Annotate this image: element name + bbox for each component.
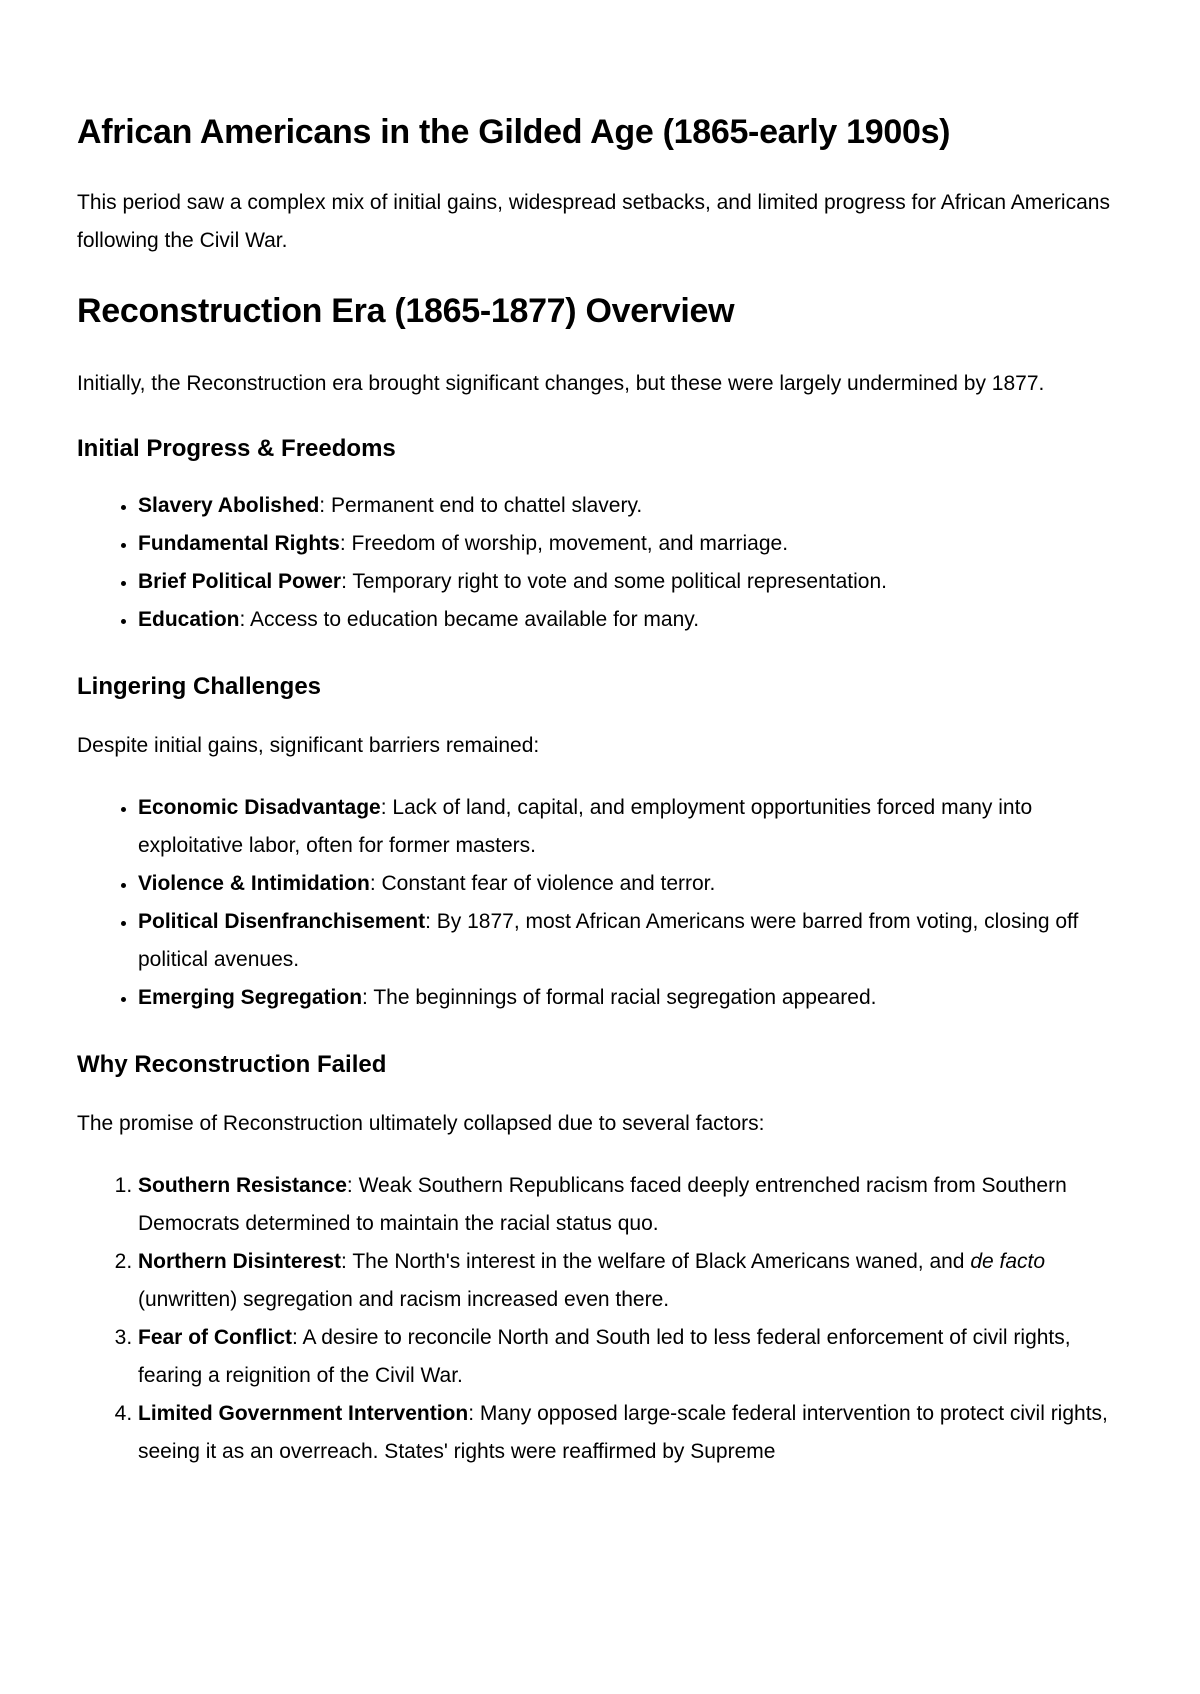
- item-text: : Freedom of worship, movement, and marriage.: [339, 532, 789, 555]
- list-item: [138, 979, 1137, 1017]
- item-term: Fundamental Rights: [138, 532, 340, 555]
- list-item: [138, 1319, 1137, 1395]
- item-term: Political Disenfranchisement: [138, 910, 426, 933]
- item-text: : Weak Southern Republicans faced deeply entrenched racism from Southern Democrats determined to maintain the racial status quo.: [138, 1174, 1067, 1235]
- item-text: : Temporary right to vote and some political representation.: [341, 570, 887, 593]
- challenges-intro: Despite initial gains, significant barriers remained:: [77, 734, 540, 757]
- item-term: Slavery Abolished: [138, 494, 320, 517]
- item-italic: de facto: [970, 1250, 1046, 1273]
- document-page: [77, 100, 1137, 1471]
- item-term: Education: [138, 608, 240, 631]
- item-text: : Many opposed large-scale federal intervention to protect civil rights, seeing it as an overreach. States' rights were reaffirmed by Supreme: [138, 1402, 1108, 1463]
- item-term: Violence & Intimidation: [138, 872, 370, 895]
- item-term: Fear of Conflict: [138, 1326, 293, 1349]
- page-title: African Americans in the Gilded Age (1865-early 1900s): [77, 113, 951, 151]
- list-item: [138, 865, 1137, 903]
- failure-intro: The promise of Reconstruction ultimately collapsed due to several factors:: [77, 1112, 765, 1135]
- item-text: : The beginnings of formal racial segregation appeared.: [362, 986, 877, 1009]
- list-item: [138, 903, 1137, 979]
- progress-list: [77, 487, 1137, 639]
- failure-list: [77, 1167, 1137, 1471]
- item-text: : Lack of land, capital, and employment opportunities forced many into exploitative labor, often for former masters.: [138, 796, 1033, 857]
- progress-heading: Initial Progress & Freedoms: [77, 435, 396, 462]
- item-text-after: (unwritten) segregation and racism increased even there.: [138, 1288, 670, 1311]
- intro-paragraph: This period saw a complex mix of initial gains, widespread setbacks, and limited progress for African Americans following the Civil War.: [77, 191, 1110, 252]
- item-text: : Constant fear of violence and terror.: [369, 872, 716, 895]
- item-text: : The North's interest in the welfare of Black Americans waned, and: [341, 1250, 971, 1273]
- item-term: Emerging Segregation: [138, 986, 363, 1009]
- list-item: [138, 487, 1137, 525]
- list-item: [138, 1243, 1137, 1319]
- item-term: Limited Government Intervention: [138, 1402, 469, 1425]
- list-item: [138, 563, 1137, 601]
- item-term: Brief Political Power: [138, 570, 342, 593]
- item-text: : Permanent end to chattel slavery.: [319, 494, 643, 517]
- item-term: Northern Disinterest: [138, 1250, 342, 1273]
- list-item: [138, 1167, 1137, 1243]
- reconstruction-heading: Reconstruction Era (1865-1877) Overview: [77, 292, 735, 330]
- list-item: [138, 789, 1137, 865]
- reconstruction-intro: Initially, the Reconstruction era brought significant changes, but these were largely undermined by 1877.: [77, 372, 1045, 395]
- challenges-list: [77, 789, 1137, 1017]
- list-item: [138, 525, 1137, 563]
- challenges-heading: Lingering Challenges: [77, 673, 322, 700]
- item-term: Economic Disadvantage: [138, 796, 381, 819]
- list-item: [138, 1395, 1137, 1471]
- item-text: : Access to education became available for many.: [239, 608, 700, 631]
- list-item: [138, 601, 1137, 639]
- item-text: : By 1877, most African Americans were barred from voting, closing off political avenues.: [138, 910, 1079, 971]
- failure-heading: Why Reconstruction Failed: [77, 1051, 387, 1078]
- item-text: : A desire to reconcile North and South led to less federal enforcement of civil rights, fearing a reignition of the Civil War.: [138, 1326, 1071, 1387]
- item-term: Southern Resistance: [138, 1174, 347, 1197]
